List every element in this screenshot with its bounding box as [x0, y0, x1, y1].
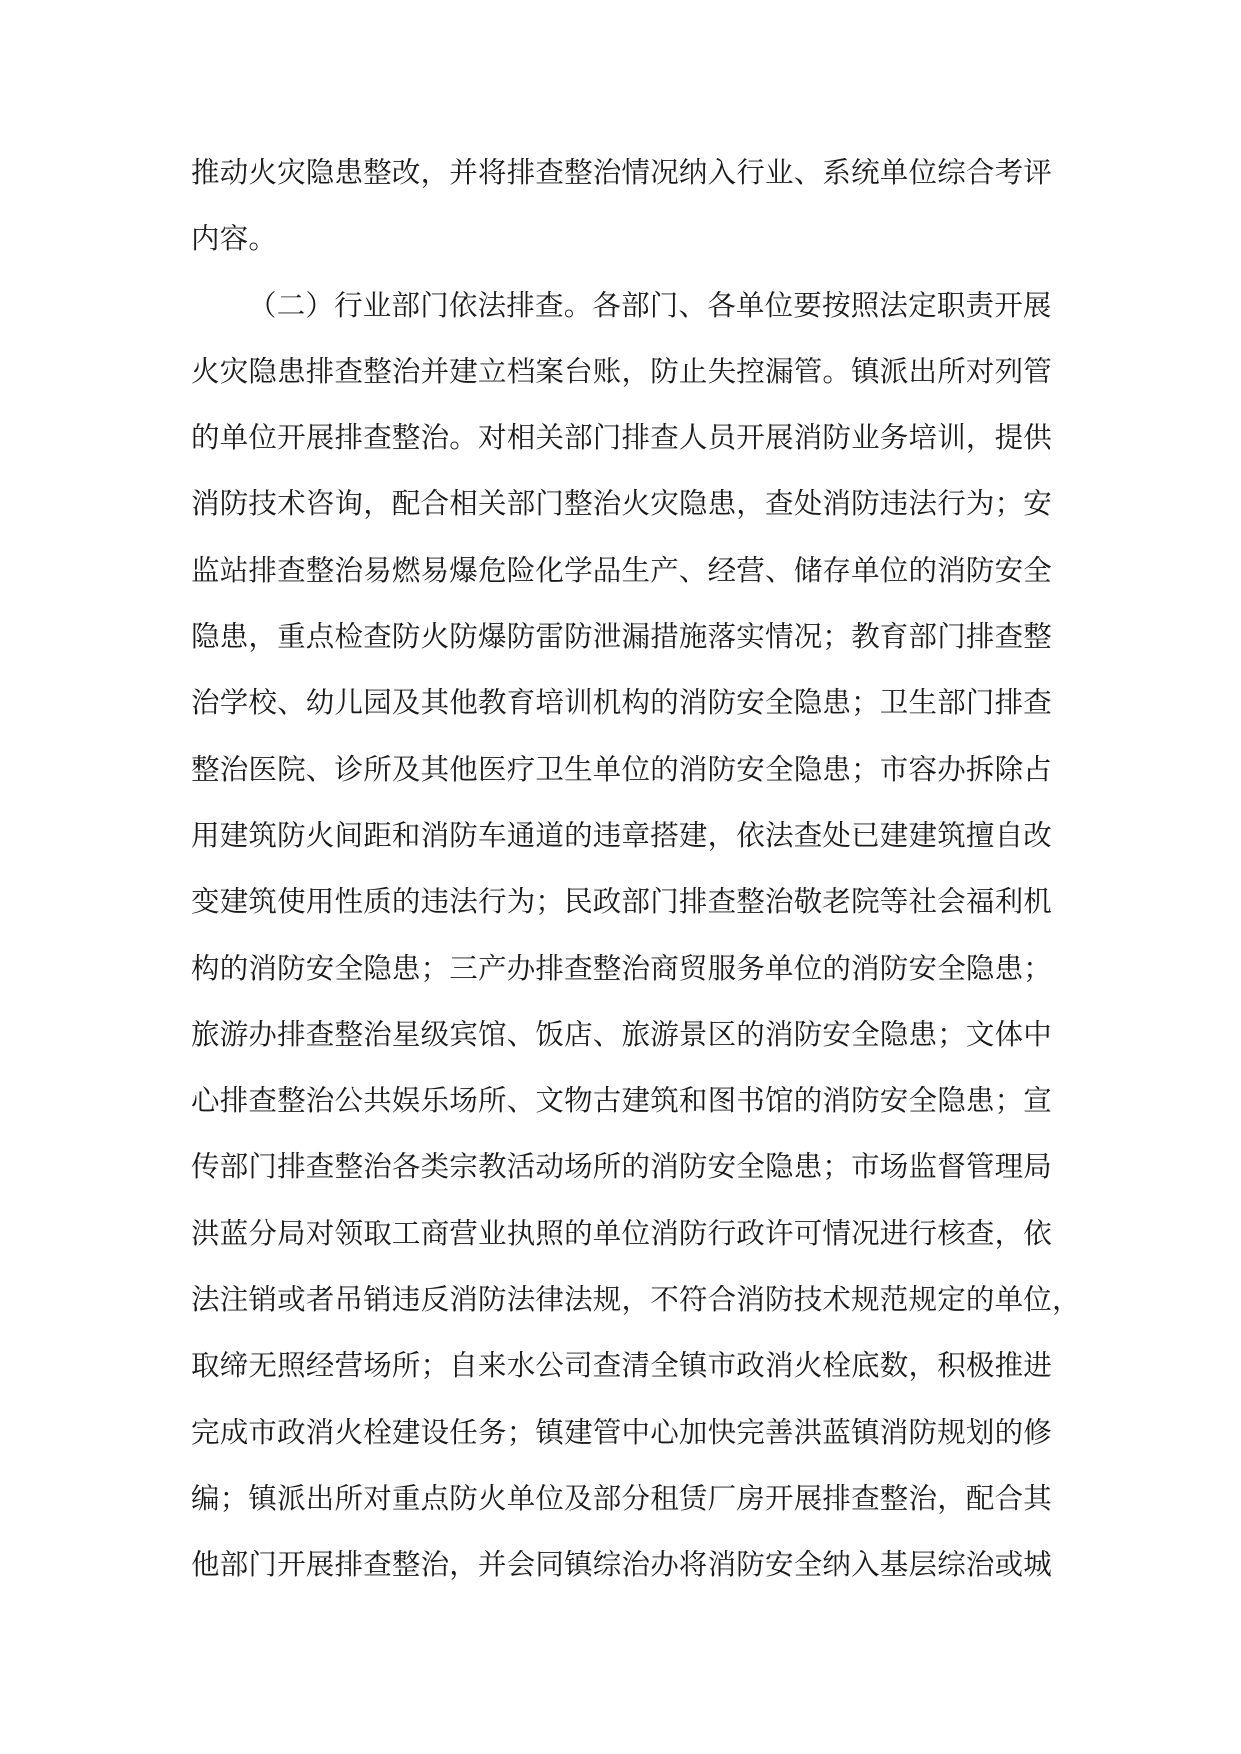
text-line: 编；镇派出所对重点防火单位及部分租赁厂房开展排查整治，配合其: [191, 1481, 1053, 1515]
text-line: 的单位开展排查整治。对相关部门排查人员开展消防业务培训，提供: [191, 421, 1053, 455]
text-line: 取缔无照经营场所；自来水公司查清全镇市政消火栓底数，积极推进: [191, 1349, 1053, 1383]
text-line: 旅游办排查整治星级宾馆、饭店、旅游景区的消防安全隐患；文体中: [191, 1017, 1053, 1051]
text-line: （二）行业部门依法排查。各部门、各单位要按照法定职责开展: [248, 288, 1052, 322]
text-line: 消防技术咨询，配合相关部门整治火灾隐患，查处消防违法行为；安: [191, 487, 1053, 521]
text-line: 推动火灾隐患整改，并将排查整治情况纳入行业、系统单位综合考评: [191, 156, 1053, 189]
text-line: 传部门排查整治各类宗教活动场所的消防安全隐患；市场监督管理局: [191, 1150, 1053, 1184]
text-line: 内容。: [191, 222, 278, 256]
text-line: 他部门开展排查整治，并会同镇综治办将消防安全纳入基层综治或城: [191, 1548, 1053, 1582]
text-line: 心排查整治公共娱乐场所、文物古建筑和图书馆的消防安全隐患；宣: [191, 1084, 1053, 1118]
text-line: 法注销或者吊销违反消防法律法规，不符合消防技术规范规定的单位，: [191, 1283, 1081, 1317]
paragraph-1: [191, 140, 1051, 273]
text-line: 监站排查整治易燃易爆危险化学品生产、经营、储存单位的消防安全: [191, 553, 1053, 587]
text-line: 火灾隐患排查整治并建立档案台账，防止失控漏管。镇派出所对列管: [191, 354, 1053, 388]
text-line: 完成市政消火栓建设任务；镇建管中心加快完善洪蓝镇消防规划的修: [191, 1415, 1053, 1449]
text-line: 构的消防安全隐患；三产办排查整治商贸服务单位的消防安全隐患；: [191, 951, 1053, 985]
text-line: 变建筑使用性质的违法行为；民政部门排查整治敬老院等社会福利机: [191, 885, 1053, 919]
text-line: 整治医院、诊所及其他医疗卫生单位的消防安全隐患；市容办拆除占: [191, 752, 1053, 786]
text-line: 用建筑防火间距和消防车通道的违章搭建，依法查处已建建筑擅自改: [191, 818, 1053, 852]
body-text: [191, 140, 1081, 1599]
paragraph-2: [191, 273, 1081, 1599]
text-line: 治学校、幼儿园及其他教育培训机构的消防安全隐患；卫生部门排查: [191, 686, 1053, 720]
text-line: 隐患，重点检查防火防爆防雷防泄漏措施落实情况；教育部门排查整: [191, 620, 1053, 654]
text-line: 洪蓝分局对领取工商营业执照的单位消防行政许可情况进行核查，依: [191, 1216, 1053, 1250]
